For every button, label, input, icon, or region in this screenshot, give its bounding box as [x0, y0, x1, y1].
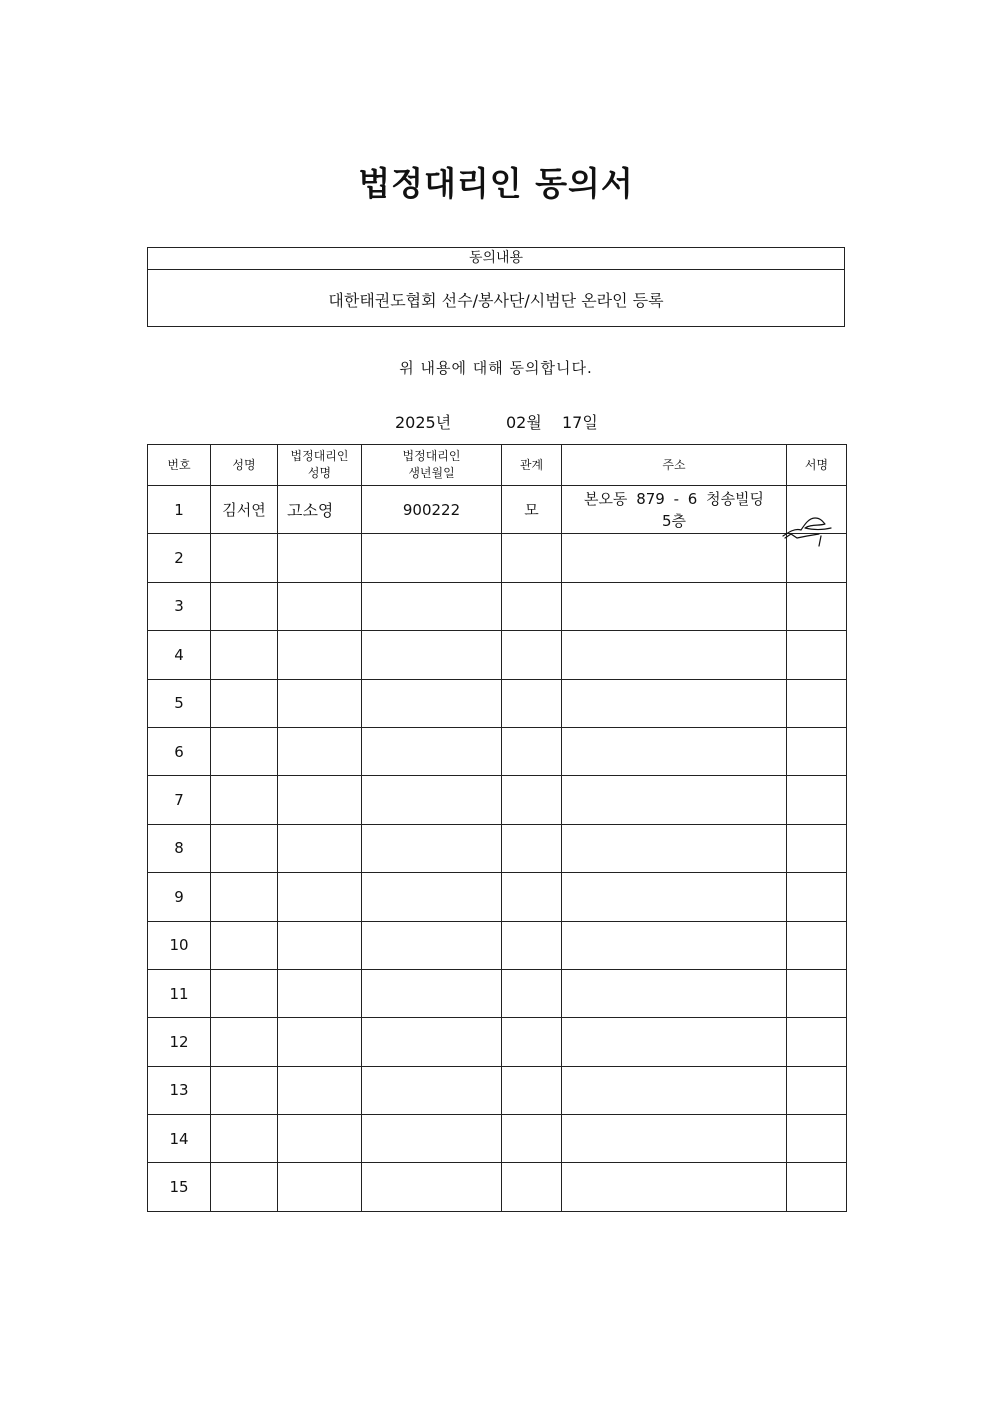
cell-relation [502, 873, 562, 921]
cell-no: 3 [148, 582, 211, 630]
date-line [0, 410, 992, 432]
cell-no: 4 [148, 631, 211, 679]
header-guardian-name-line1: 법정대리인 [290, 449, 349, 463]
cell-relation: 모 [502, 486, 562, 534]
table-row [148, 486, 847, 534]
cell-address [562, 1163, 787, 1211]
cell-signature [787, 679, 847, 727]
cell-signature [787, 631, 847, 679]
cell-guardian-name: 고소영 [278, 486, 362, 534]
date-month: 02월 [506, 413, 542, 432]
cell-guardian-name [278, 1066, 362, 1114]
cell-signature [787, 1018, 847, 1066]
cell-guardian-birth [362, 1066, 502, 1114]
cell-guardian-birth [362, 873, 502, 921]
header-signature: 서명 [787, 445, 847, 486]
cell-relation [502, 1018, 562, 1066]
cell-no: 14 [148, 1115, 211, 1163]
cell-guardian-name [278, 582, 362, 630]
cell-signature [787, 921, 847, 969]
cell-no: 15 [148, 1163, 211, 1211]
cell-signature [787, 582, 847, 630]
header-guardian-name [278, 445, 362, 486]
cell-guardian-name [278, 1018, 362, 1066]
cell-address [562, 969, 787, 1017]
cell-signature [787, 824, 847, 872]
cell-no: 8 [148, 824, 211, 872]
cell-relation [502, 969, 562, 1017]
cell-name [211, 824, 278, 872]
cell-name: 김서연 [211, 486, 278, 534]
cell-address [562, 873, 787, 921]
cell-no: 5 [148, 679, 211, 727]
header-no: 번호 [148, 445, 211, 486]
cell-signature [787, 1163, 847, 1211]
cell-guardian-name [278, 921, 362, 969]
cell-guardian-name [278, 776, 362, 824]
table-row [148, 582, 847, 630]
cell-signature [787, 1066, 847, 1114]
cell-signature [787, 486, 847, 534]
table-row [148, 969, 847, 1017]
cell-no: 10 [148, 921, 211, 969]
cell-guardian-birth [362, 776, 502, 824]
cell-relation [502, 534, 562, 582]
cell-address [562, 776, 787, 824]
cell-relation [502, 824, 562, 872]
cell-address [562, 582, 787, 630]
cell-address [562, 534, 787, 582]
cell-name [211, 969, 278, 1017]
guardian-table [147, 444, 847, 1212]
cell-guardian-birth [362, 727, 502, 775]
table-row [148, 824, 847, 872]
cell-guardian-birth [362, 534, 502, 582]
cell-no: 12 [148, 1018, 211, 1066]
cell-relation [502, 1163, 562, 1211]
cell-name [211, 727, 278, 775]
cell-signature [787, 776, 847, 824]
header-guardian-birth-line2: 생년월일 [408, 466, 455, 480]
cell-address [562, 824, 787, 872]
cell-name [211, 534, 278, 582]
consent-content-box [147, 247, 845, 327]
cell-address [562, 921, 787, 969]
cell-guardian-birth [362, 582, 502, 630]
cell-no: 1 [148, 486, 211, 534]
cell-guardian-birth [362, 1163, 502, 1211]
cell-relation [502, 582, 562, 630]
table-row [148, 776, 847, 824]
date-year: 2025년 [395, 413, 452, 432]
cell-name [211, 1163, 278, 1211]
cell-guardian-name [278, 679, 362, 727]
table-header-row [148, 445, 847, 486]
cell-name [211, 1115, 278, 1163]
table-row [148, 1018, 847, 1066]
cell-guardian-name [278, 727, 362, 775]
cell-name [211, 776, 278, 824]
agreement-statement: 위 내용에 대해 동의합니다. [399, 359, 593, 377]
cell-name [211, 873, 278, 921]
cell-guardian-birth: 900222 [362, 486, 502, 534]
cell-guardian-name [278, 631, 362, 679]
cell-name [211, 679, 278, 727]
cell-guardian-birth [362, 679, 502, 727]
cell-guardian-name [278, 824, 362, 872]
cell-signature [787, 727, 847, 775]
cell-address [562, 1115, 787, 1163]
cell-relation [502, 679, 562, 727]
cell-no: 11 [148, 969, 211, 1017]
cell-address [562, 727, 787, 775]
handwritten-signature [779, 514, 869, 554]
header-relation: 관계 [502, 445, 562, 486]
cell-relation [502, 1066, 562, 1114]
cell-guardian-birth [362, 824, 502, 872]
cell-no: 2 [148, 534, 211, 582]
consent-content-header: 동의내용 [148, 248, 844, 270]
cell-no: 7 [148, 776, 211, 824]
cell-name [211, 582, 278, 630]
cell-address [562, 1018, 787, 1066]
cell-relation [502, 921, 562, 969]
cell-name [211, 921, 278, 969]
cell-relation [502, 1115, 562, 1163]
table-row [148, 1066, 847, 1114]
header-guardian-birth [362, 445, 502, 486]
cell-address [562, 1066, 787, 1114]
cell-name [211, 1018, 278, 1066]
cell-address [562, 486, 787, 534]
cell-address [562, 679, 787, 727]
document-title: 법정대리인 동의서 [358, 164, 634, 203]
address-line2: 5층 [661, 511, 687, 530]
cell-guardian-name [278, 1115, 362, 1163]
cell-signature [787, 873, 847, 921]
table-row [148, 727, 847, 775]
cell-guardian-birth [362, 1018, 502, 1066]
cell-guardian-name [278, 969, 362, 1017]
table-row [148, 631, 847, 679]
cell-guardian-name [278, 873, 362, 921]
address-line1: 본오동 879 - 6 청송빌딩 [583, 489, 765, 508]
cell-guardian-birth [362, 1115, 502, 1163]
table-row [148, 1163, 847, 1211]
header-guardian-name-line2: 성명 [307, 466, 332, 480]
cell-no: 9 [148, 873, 211, 921]
table-row [148, 534, 847, 582]
table-row [148, 921, 847, 969]
consent-content-body: 대한태권도협회 선수/봉사단/시범단 온라인 등록 [328, 290, 664, 310]
cell-guardian-name [278, 534, 362, 582]
cell-relation [502, 631, 562, 679]
date-day: 17일 [562, 413, 598, 432]
cell-address [562, 631, 787, 679]
cell-no: 6 [148, 727, 211, 775]
header-address: 주소 [562, 445, 787, 486]
table-row [148, 1115, 847, 1163]
cell-guardian-birth [362, 631, 502, 679]
header-name: 성명 [211, 445, 278, 486]
header-guardian-birth-line1: 법정대리인 [402, 449, 461, 463]
cell-no: 13 [148, 1066, 211, 1114]
cell-guardian-birth [362, 969, 502, 1017]
cell-guardian-name [278, 1163, 362, 1211]
cell-name [211, 631, 278, 679]
cell-guardian-birth [362, 921, 502, 969]
cell-signature [787, 969, 847, 1017]
cell-name [211, 1066, 278, 1114]
cell-relation [502, 776, 562, 824]
table-row [148, 679, 847, 727]
cell-signature [787, 1115, 847, 1163]
cell-relation [502, 727, 562, 775]
table-row [148, 873, 847, 921]
